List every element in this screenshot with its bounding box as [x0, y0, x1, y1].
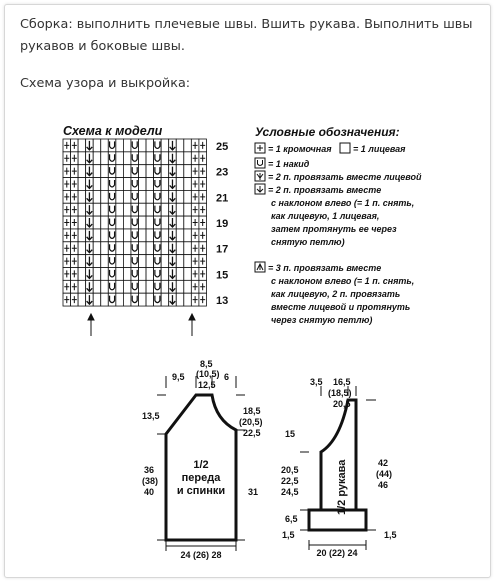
body-left-mid-a: 36	[144, 465, 155, 475]
row-number: 13	[216, 295, 229, 308]
chart-cell	[116, 152, 124, 165]
chart-cell	[146, 165, 154, 178]
chart-cell	[78, 255, 86, 268]
body-top-c: 12,5	[198, 380, 216, 390]
chart-cell	[184, 216, 192, 229]
row-number: 19	[216, 218, 229, 231]
chart-cell	[161, 268, 169, 281]
chart-cell	[176, 242, 184, 255]
chart-cell	[146, 190, 154, 203]
legend-ssk-3: как лицевую, 1 лицевая,	[271, 211, 380, 221]
chart-cell	[176, 152, 184, 165]
chart-cell	[101, 280, 109, 293]
sleeve-top-a: 16,5	[333, 377, 351, 387]
chart-cell	[161, 165, 169, 178]
sleeve-right-b: (44)	[376, 469, 393, 479]
chart-cell	[176, 178, 184, 191]
ssk-icon	[255, 184, 265, 194]
chart-cell	[93, 216, 101, 229]
legend-k2tog: = 2 п. провязать вместе лицевой	[268, 172, 422, 182]
edge-stitch-icon	[255, 143, 265, 153]
chart-cell	[78, 293, 86, 306]
sleeve-left-2a: 20,5	[281, 465, 299, 475]
chart-cell	[123, 178, 131, 191]
chart-cell	[139, 242, 147, 255]
chart-cell	[78, 190, 86, 203]
chart-cell	[78, 152, 86, 165]
legend-ssk-5: снятую петлю)	[271, 237, 345, 247]
chart-cell	[146, 216, 154, 229]
chart-cell	[101, 255, 109, 268]
chart-cell	[116, 190, 124, 203]
chart-cell	[116, 229, 124, 242]
sleeve-right-a: 42	[378, 458, 389, 468]
chart-cell	[176, 229, 184, 242]
chart-cell	[123, 216, 131, 229]
chart-cell	[116, 216, 124, 229]
yarn-over-icon	[255, 158, 265, 168]
chart-cell	[184, 293, 192, 306]
chart-cell	[161, 178, 169, 191]
chart-cell	[93, 165, 101, 178]
legend-sk2p-2: с наклоном влево (= 1 п. снять,	[271, 276, 415, 286]
chart-cell	[123, 229, 131, 242]
knit-two-together-icon	[255, 171, 265, 181]
sleeve-bottom-width: 20 (22) 24	[316, 548, 358, 558]
chart-cell	[101, 178, 109, 191]
chart-cell	[184, 229, 192, 242]
sleeve-pattern	[281, 377, 397, 558]
legend-sk2p-4: вместе лицевой и протянуть	[271, 302, 411, 312]
chart-cell	[116, 280, 124, 293]
chart-cell	[101, 229, 109, 242]
chart-cell	[123, 139, 131, 152]
body-top-b: (10,5)	[196, 369, 220, 379]
sleeve-top-left: 3,5	[310, 377, 323, 387]
body-right-mid: 31	[248, 487, 259, 497]
chart-cell	[139, 255, 147, 268]
chart-cell	[93, 280, 101, 293]
legend-ssk-2: с наклоном влево (= 1 п. снять,	[271, 198, 415, 208]
chart-cell	[101, 268, 109, 281]
chart-cell	[101, 242, 109, 255]
chart-cell	[146, 203, 154, 216]
sleeve-left-4: 1,5	[282, 530, 295, 540]
chart-cell	[93, 293, 101, 306]
knitting-grid	[63, 139, 206, 306]
sleeve-left-2c: 24,5	[281, 487, 299, 497]
chart-cell	[123, 165, 131, 178]
chart-cell	[78, 216, 86, 229]
chart-cell	[123, 268, 131, 281]
chart-cell	[161, 229, 169, 242]
chart-cell	[139, 178, 147, 191]
chart-cell	[176, 268, 184, 281]
chart-cell	[78, 139, 86, 152]
legend-ssk-1: = 2 п. провязать вместе	[268, 185, 382, 195]
chart-cell	[93, 242, 101, 255]
chart-cell	[161, 293, 169, 306]
body-left-mid-c: 40	[144, 487, 155, 497]
chart-cell	[161, 152, 169, 165]
chart-cell	[184, 190, 192, 203]
sleeve-left-2b: 22,5	[281, 476, 299, 486]
chart-cell	[78, 178, 86, 191]
row-number: 17	[216, 243, 229, 256]
assembly-paragraph: Сборка: выполнить плечевые швы. Вшить рукава. Выполнить швы рукавов и боковые швы.	[20, 17, 473, 54]
chart-cell	[176, 216, 184, 229]
chart-cell	[161, 139, 169, 152]
chart-cell	[101, 293, 109, 306]
chart-cell	[101, 139, 109, 152]
chart-cell	[123, 203, 131, 216]
legend-sk2p-1: = 3 п. провязать вместе	[268, 263, 382, 273]
sleeve-right-c: 46	[378, 480, 389, 490]
sleeve-left-3: 6,5	[285, 514, 298, 524]
chart-cell	[184, 268, 192, 281]
chart-cell	[101, 216, 109, 229]
legend-title: Условные обозначения:	[255, 125, 400, 139]
chart-cell	[116, 139, 124, 152]
sk2p-icon	[255, 262, 265, 272]
body-left-top: 13,5	[142, 411, 160, 421]
body-label-c: и спинки	[176, 485, 226, 497]
chart-cell	[116, 293, 124, 306]
chart-cell	[139, 216, 147, 229]
knit-stitch-icon	[340, 143, 350, 153]
row-number: 21	[216, 192, 229, 205]
chart-cell	[176, 139, 184, 152]
body-shoulder: 9,5	[172, 372, 185, 382]
chart-cell	[123, 255, 131, 268]
chart-cell	[123, 242, 131, 255]
chart-cell	[184, 242, 192, 255]
chart-cell	[146, 293, 154, 306]
chart-cell	[123, 152, 131, 165]
chart-cell	[101, 203, 109, 216]
chart-cell	[78, 165, 86, 178]
chart-cell	[78, 280, 86, 293]
sleeve-left-1: 15	[285, 429, 296, 439]
chart-cell	[161, 255, 169, 268]
chart-cell	[184, 280, 192, 293]
chart-cell	[116, 165, 124, 178]
chart-cell	[93, 152, 101, 165]
chart-cell	[176, 203, 184, 216]
chart-cell	[146, 229, 154, 242]
chart-cell	[146, 268, 154, 281]
legend-yarn-over: = 1 накид	[268, 159, 310, 169]
row-number: 15	[216, 269, 229, 282]
body-top-a: 8,5	[200, 359, 213, 369]
chart-cell	[116, 178, 124, 191]
chart-cell	[139, 203, 147, 216]
chart-cell	[139, 190, 147, 203]
chart-cell	[139, 229, 147, 242]
chart-arrows	[88, 314, 195, 336]
chart-cell	[176, 280, 184, 293]
body-label-a: 1/2	[193, 459, 209, 471]
chart-cell	[146, 152, 154, 165]
chart-cell	[78, 268, 86, 281]
chart-cell	[78, 229, 86, 242]
chart-cell	[116, 203, 124, 216]
chart-cell	[139, 165, 147, 178]
legend-sk2p-3: как лицевую, 2 п. провязать	[271, 289, 401, 299]
chart-cell	[176, 165, 184, 178]
chart-cell	[146, 178, 154, 191]
chart-cell	[93, 178, 101, 191]
chart-cell	[161, 280, 169, 293]
chart-cell	[184, 152, 192, 165]
chart-cell	[139, 152, 147, 165]
body-bottom-width: 24 (26) 28	[180, 550, 222, 560]
body-label-b: переда	[181, 472, 221, 484]
chart-cell	[184, 255, 192, 268]
scheme-caption: Схема узора и выкройка:	[20, 76, 191, 91]
chart-cell	[93, 268, 101, 281]
sleeve-right-bottom: 1,5	[384, 530, 397, 540]
chart-title: Схема к модели	[63, 124, 163, 138]
chart-cell	[184, 203, 192, 216]
chart-cell	[146, 139, 154, 152]
chart-cell	[116, 255, 124, 268]
chart-cell	[161, 190, 169, 203]
chart-cell	[139, 293, 147, 306]
legend-knit: = 1 лицевая	[353, 144, 406, 154]
chart-cell	[139, 139, 147, 152]
body-pattern	[142, 359, 263, 560]
chart-cell	[184, 139, 192, 152]
chart-cell	[176, 255, 184, 268]
sleeve-top-c: 20,5	[333, 399, 351, 409]
row-number: 23	[216, 166, 229, 179]
legend-ssk-4: затем протянуть ее через	[271, 224, 397, 234]
chart-cell	[176, 190, 184, 203]
body-right-top-c: 22,5	[243, 428, 261, 438]
chart-cell	[78, 203, 86, 216]
chart-cell	[161, 203, 169, 216]
chart-cell	[123, 280, 131, 293]
chart-cell	[146, 255, 154, 268]
row-number: 25	[216, 140, 229, 153]
sleeve-label: 1/2 рукава	[336, 459, 348, 515]
body-right-top-b: (20,5)	[239, 417, 263, 427]
chart-cell	[101, 165, 109, 178]
chart-cell	[161, 216, 169, 229]
chart-cell	[184, 165, 192, 178]
chart-cell	[116, 242, 124, 255]
chart-cell	[78, 242, 86, 255]
chart-cell	[101, 152, 109, 165]
chart-cell	[146, 280, 154, 293]
chart-cell	[93, 229, 101, 242]
chart-cell	[93, 203, 101, 216]
chart-cell	[101, 190, 109, 203]
chart-cell	[146, 242, 154, 255]
chart-cell	[176, 293, 184, 306]
legend-edge: = 1 кромочная	[268, 144, 332, 154]
chart-cell	[93, 139, 101, 152]
body-neck-side: 6	[224, 372, 230, 382]
row-numbers	[216, 141, 228, 307]
sleeve-top-b: (18,5)	[328, 388, 352, 398]
chart-cell	[139, 268, 147, 281]
chart-cell	[139, 280, 147, 293]
chart-cell	[93, 190, 101, 203]
chart-cell	[161, 242, 169, 255]
body-left-mid-b: (38)	[142, 476, 159, 486]
chart-cell	[123, 190, 131, 203]
chart-cell	[184, 178, 192, 191]
legend-sk2p-5: через снятую петлю)	[271, 315, 373, 325]
chart-cell	[123, 293, 131, 306]
chart-cell	[116, 268, 124, 281]
legend	[255, 125, 422, 325]
body-right-top-a: 18,5	[243, 406, 261, 416]
chart-cell	[93, 255, 101, 268]
